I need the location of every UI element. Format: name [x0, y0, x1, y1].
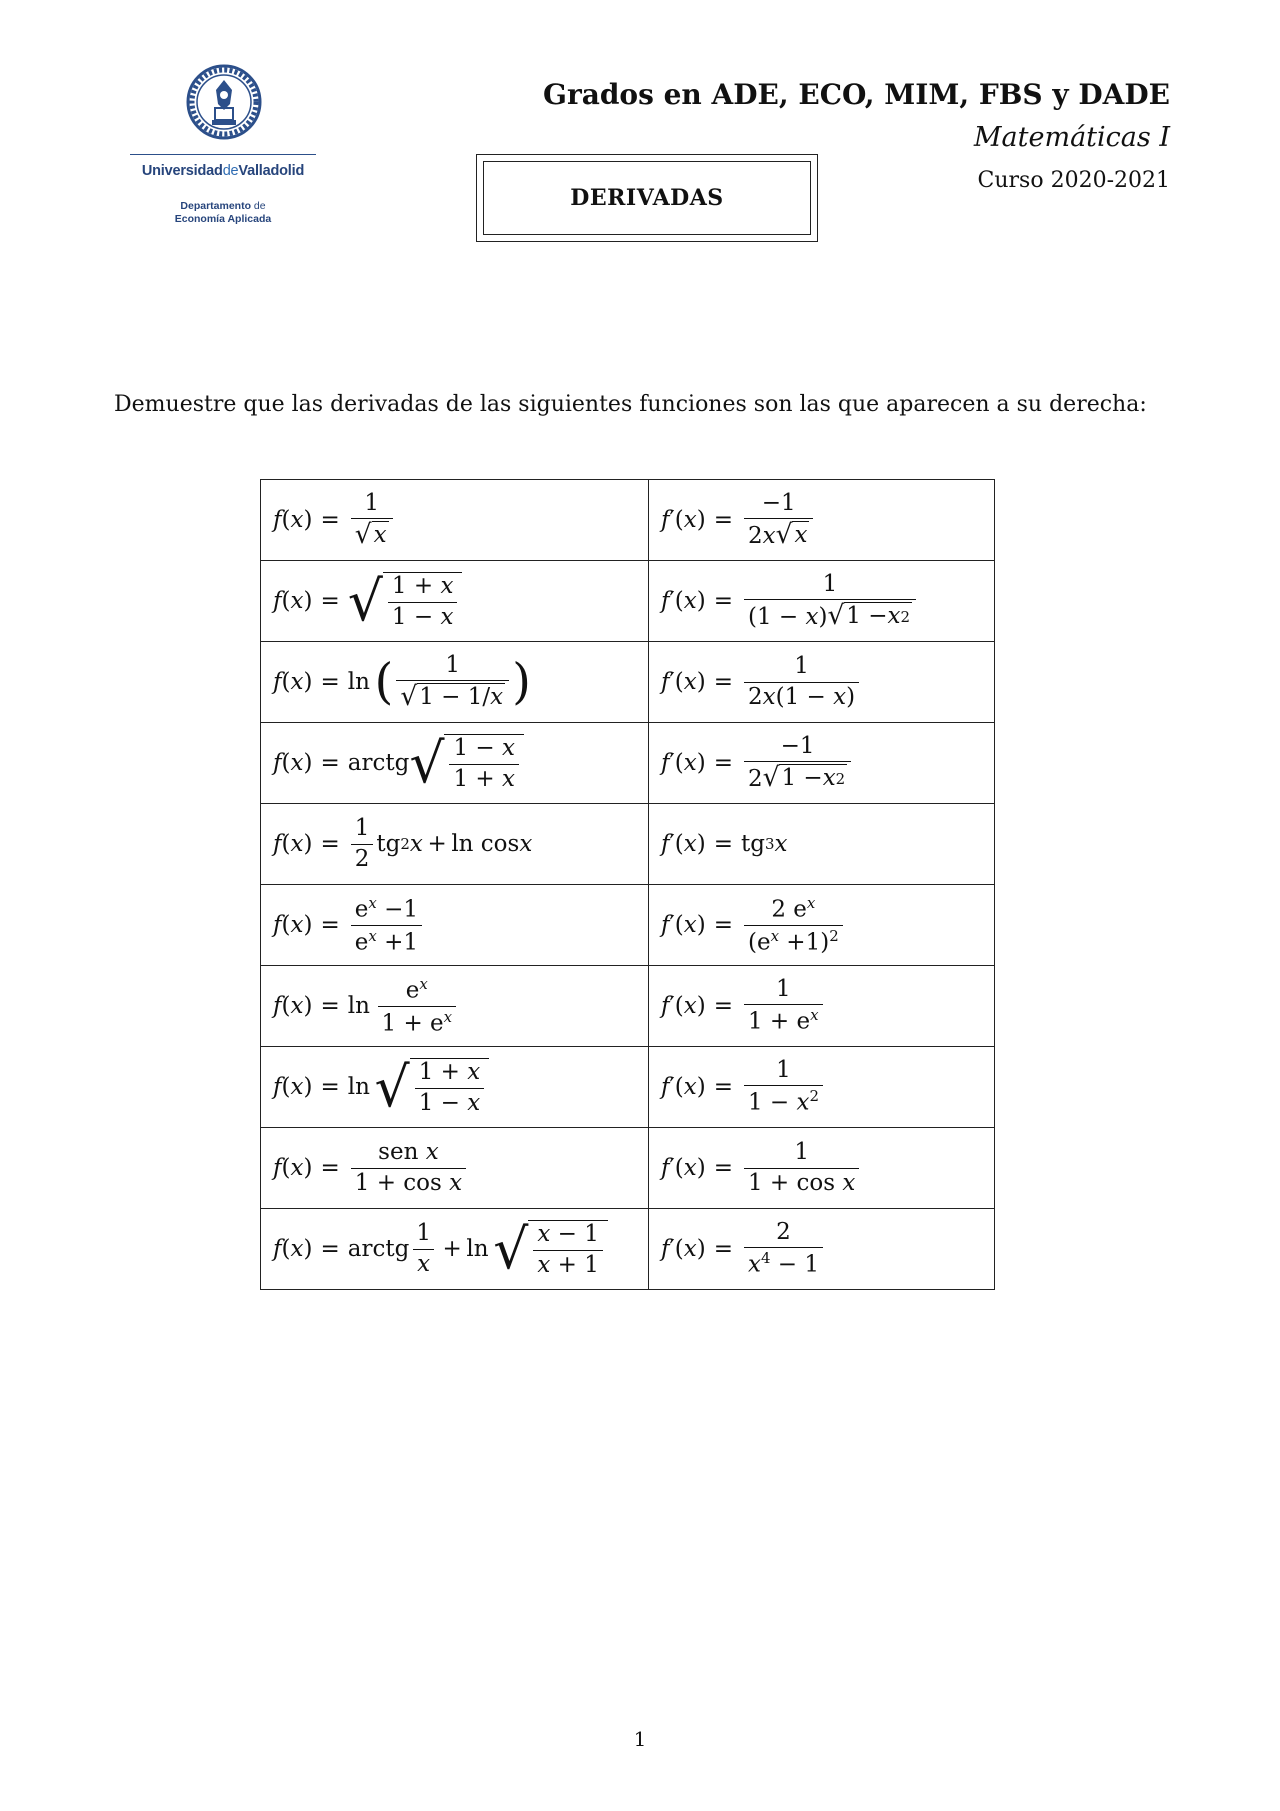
- department-name: Departamento de Economía Aplicada: [174, 200, 272, 225]
- derivative-cell: f ′( x ) = 1 (1 − x) √ 1 − x 2: [649, 561, 995, 642]
- degrees-title: Grados en ADE, ECO, MIM, FBS y DADE: [543, 78, 1170, 111]
- course-name: Matemáticas I: [973, 122, 1170, 153]
- derivative-cell: f ′( x ) = −1 2x √ x: [649, 480, 995, 561]
- function-cell: f ( x ) = $\frac{\text{sen x}}{\text{1 + cos x}}$: [261, 1128, 649, 1209]
- function-cell: f ( x ) = arctg √ $\frac{1 - x}{1 + x}$: [261, 723, 649, 804]
- table-row: [261, 1209, 995, 1290]
- table-row: [261, 1128, 995, 1209]
- function-cell: f ( x ) = 1 √ x: [261, 480, 649, 561]
- table-row: [261, 642, 995, 723]
- derivative-cell: f ′( x ) = $\frac{1}{1 + e^x}$: [649, 966, 995, 1047]
- derivative-cell: f ′( x ) = −1 2 √ 1 − x 2: [649, 723, 995, 804]
- table-row: [261, 966, 995, 1047]
- derivative-cell: f ′( x ) = $\frac{1}{\text{1 + cos x}}$: [649, 1128, 995, 1209]
- function-cell: f ( x ) = ln $\frac{e^x}{1 + e^x}$: [261, 966, 649, 1047]
- title-box: [476, 154, 818, 242]
- page-number: 1: [633, 1727, 647, 1751]
- function-cell: f ( x ) = $\frac{1}{2}$ tg 2 x + ln cos x: [261, 804, 649, 885]
- function-cell: f ( x ) = ln √ $\frac{1 + x}{1 - x}$: [261, 1047, 649, 1128]
- logo-divider: [130, 154, 316, 155]
- derivative-cell: f ′( x ) = $\frac{1}{1 - x^2}$: [649, 1047, 995, 1128]
- derivative-cell: f ′( x ) = tg 3 x: [649, 804, 995, 885]
- academic-year: Curso 2020-2021: [977, 168, 1170, 193]
- table-row: [261, 1047, 995, 1128]
- table-row: [261, 723, 995, 804]
- table-row: [261, 885, 995, 966]
- university-name: UniversidaddeValladolid: [141, 163, 305, 179]
- table-row: [261, 561, 995, 642]
- derivative-cell: f ′( x ) = $\frac{2}{x^4 - 1}$: [649, 1209, 995, 1290]
- table-row: [261, 480, 995, 561]
- derivative-cell: f ′( x ) = $\frac{2 e^x}{(e^x +1)^2}$: [649, 885, 995, 966]
- function-cell: f ( x ) = ln ( 1 √ 1 − 1/ x ): [261, 642, 649, 723]
- instructions: Demuestre que las derivadas de las siguientes funciones son las que aparecen a su derecha:: [114, 392, 1147, 417]
- university-seal-icon: [186, 64, 262, 140]
- derivative-cell: f ′( x ) = $\frac{1}{2x(1 - x)}$: [649, 642, 995, 723]
- page-title: DERIVADAS: [570, 185, 724, 211]
- derivatives-table: [260, 479, 995, 1290]
- function-cell: f ( x ) = $\frac{e^x -1}{e^x +1}$: [261, 885, 649, 966]
- table-row: [261, 804, 995, 885]
- function-cell: f ( x ) = √ $\frac{1 + x}{1 - x}$: [261, 561, 649, 642]
- function-cell: f ( x ) = arctg $\frac{1}{x}$ + ln √ $\frac{x - 1}{x + 1}$: [261, 1209, 649, 1290]
